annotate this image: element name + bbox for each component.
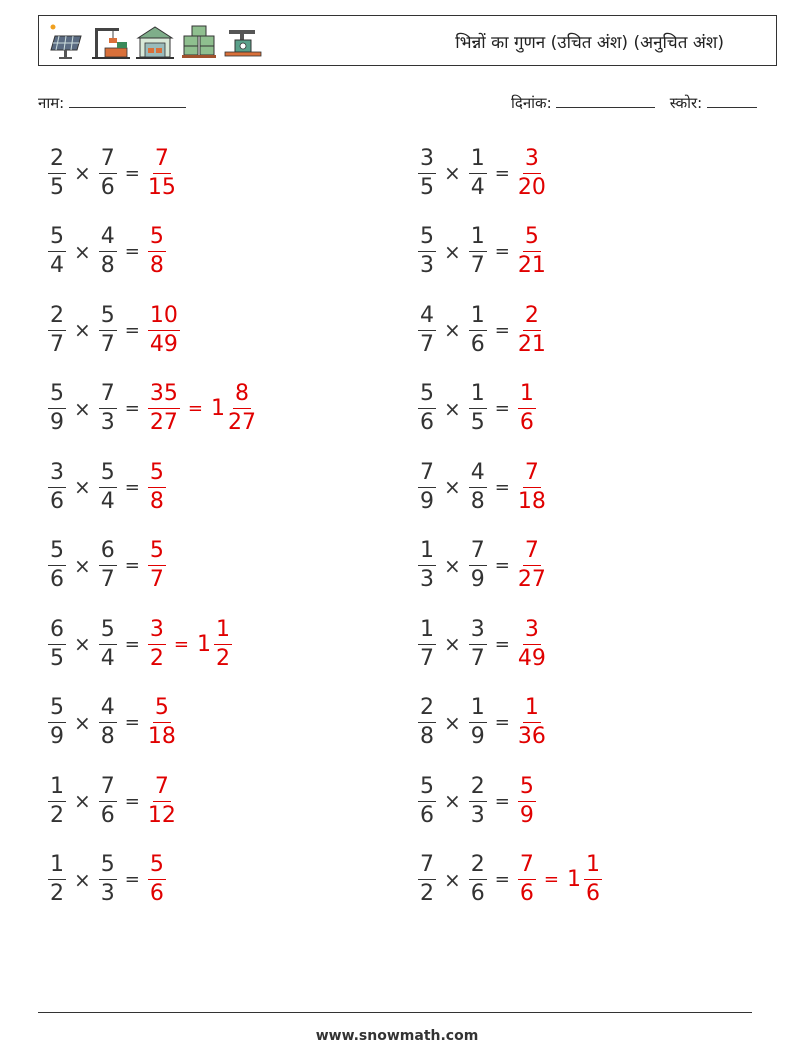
problem-item — [416, 223, 548, 281]
times-sign: × — [74, 239, 91, 264]
equals-sign: = — [124, 869, 140, 890]
factor-a-fraction-denominator: 3 — [420, 567, 434, 592]
factor-b-fraction-denominator: 6 — [100, 174, 115, 200]
factor-b-fraction-denominator: 6 — [470, 881, 485, 906]
factor-b-fraction — [99, 540, 117, 591]
answer-fraction-denominator: 36 — [517, 724, 546, 749]
problem-item — [416, 380, 538, 438]
footer-divider — [38, 1012, 752, 1013]
factor-a-fraction-denominator: 2 — [50, 802, 64, 828]
factor-a-fraction-denominator: 5 — [420, 174, 434, 200]
mixed-whole-number: 1 — [566, 867, 581, 892]
answer-fraction — [148, 697, 176, 748]
problem-item — [416, 694, 548, 752]
factor-a-fraction — [48, 226, 66, 277]
factor-a-fraction — [48, 773, 66, 828]
answer-fraction-denominator: 18 — [147, 724, 176, 749]
times-sign: × — [444, 396, 461, 421]
factor-b-fraction — [469, 540, 487, 591]
worksheet-title: भिन्नों का गुणन (उचित अंश) (अनुचित अंश) — [455, 33, 724, 53]
equals-sign: = — [124, 398, 140, 419]
answer-fraction-numerator: 5 — [148, 540, 166, 566]
factor-b-fraction-numerator: 5 — [99, 854, 117, 880]
factor-a-fraction-numerator: 4 — [418, 305, 436, 331]
times-sign: × — [444, 789, 461, 813]
factor-b-fraction — [469, 383, 487, 434]
factor-b-fraction-numerator: 2 — [469, 776, 487, 802]
factor-a-fraction-numerator: 1 — [418, 540, 436, 566]
times-sign: × — [74, 710, 91, 735]
answer-fraction — [517, 459, 546, 514]
problem-item — [416, 615, 548, 673]
factor-a-fraction-numerator: 7 — [418, 462, 436, 488]
mixed-fraction-numerator: 1 — [584, 854, 602, 880]
factor-a-fraction-denominator: 9 — [50, 410, 64, 435]
factor-b-fraction-numerator: 6 — [99, 540, 117, 566]
factor-b-fraction-denominator: 3 — [100, 881, 115, 906]
mixed-whole-number: 1 — [196, 631, 211, 657]
answer-fraction-numerator: 2 — [523, 305, 541, 331]
answer-fraction — [148, 226, 166, 277]
crane-icon — [91, 22, 131, 60]
equals-sign: = — [494, 633, 510, 655]
factor-b-fraction-denominator: 4 — [470, 174, 485, 200]
score-label: स्कोर: — [669, 94, 703, 112]
times-sign: × — [444, 239, 461, 264]
factor-b-fraction-denominator: 7 — [470, 253, 485, 278]
equals-sign: = — [124, 241, 140, 262]
factor-b-fraction-numerator: 5 — [99, 619, 117, 645]
worksheet-header — [38, 15, 777, 66]
problem-item — [46, 772, 178, 830]
solar-panel-icon — [47, 22, 87, 60]
mixed-fraction — [584, 854, 602, 905]
problem-item — [46, 537, 168, 595]
factor-a-fraction-numerator: 3 — [48, 462, 66, 488]
answer-fraction-numerator: 7 — [523, 540, 541, 566]
factor-b-fraction-denominator: 9 — [470, 567, 485, 592]
times-sign: × — [444, 475, 461, 499]
factor-b-fraction-numerator: 1 — [469, 697, 487, 723]
answer-fraction-numerator: 5 — [523, 226, 541, 252]
answer-fraction-denominator: 8 — [149, 253, 164, 278]
factor-a-fraction — [48, 854, 66, 905]
factor-b-fraction — [469, 302, 487, 357]
answer-fraction — [518, 854, 536, 905]
machine-icon — [223, 22, 263, 60]
factor-a-fraction-numerator: 7 — [418, 854, 436, 880]
factor-b-fraction-denominator: 8 — [100, 253, 115, 278]
factor-a-fraction-numerator: 5 — [418, 226, 436, 252]
factor-a-fraction-denominator: 2 — [420, 881, 434, 906]
factor-b-fraction-denominator: 8 — [470, 488, 485, 514]
equals-sign: = — [124, 476, 140, 498]
answer-fraction-numerator: 5 — [148, 462, 166, 488]
answer-fraction-numerator: 3 — [523, 619, 541, 645]
factor-a-fraction-numerator: 1 — [418, 619, 436, 645]
factor-a-fraction-numerator: 5 — [48, 383, 66, 409]
times-sign: × — [74, 789, 91, 813]
answer-fraction-numerator: 5 — [153, 697, 171, 723]
factor-a-fraction-denominator: 6 — [50, 488, 64, 514]
score-blank — [707, 93, 757, 108]
factor-a-fraction — [418, 697, 436, 748]
factor-a-fraction-numerator: 3 — [418, 148, 436, 174]
factor-b-fraction — [99, 459, 117, 514]
factor-b-fraction-denominator: 7 — [470, 645, 485, 671]
answer-fraction-numerator: 7 — [153, 776, 171, 802]
factor-b-fraction-denominator: 6 — [470, 331, 485, 357]
answer-fraction-denominator: 15 — [147, 174, 176, 200]
problem-item — [416, 301, 548, 359]
factor-a-fraction-numerator: 1 — [48, 776, 66, 802]
answer-fraction-denominator: 8 — [149, 488, 164, 514]
times-sign: × — [444, 710, 461, 735]
answer-fraction-numerator: 7 — [518, 854, 536, 880]
factor-a-fraction-denominator: 4 — [50, 253, 64, 278]
mixed-fraction-numerator: 8 — [233, 383, 251, 409]
equals-sign: = — [124, 162, 140, 184]
equals-sign: = — [494, 241, 510, 262]
equals-sign: = — [124, 555, 140, 576]
answer-fraction-denominator: 9 — [519, 802, 534, 828]
factor-a-fraction-denominator: 6 — [420, 802, 434, 828]
equals-sign: = — [494, 790, 510, 812]
factor-b-fraction-denominator: 3 — [470, 802, 485, 828]
factor-b-fraction-numerator: 7 — [99, 148, 117, 174]
equals-sign: = — [494, 869, 510, 890]
answer-fraction-denominator: 21 — [517, 253, 546, 278]
times-sign: × — [74, 632, 91, 656]
factor-b-fraction-numerator: 5 — [99, 462, 117, 488]
problem-item — [416, 458, 548, 516]
answer-fraction-denominator: 49 — [517, 645, 546, 671]
factor-a-fraction — [48, 383, 66, 434]
problem-item — [416, 772, 538, 830]
equals-sign: = — [494, 398, 510, 419]
problem-item — [46, 851, 168, 909]
answer-equals-sign: = — [543, 869, 559, 890]
factor-a-fraction — [418, 773, 436, 828]
answer-fraction-numerator: 7 — [153, 148, 171, 174]
problem-item — [416, 144, 548, 202]
answer-fraction-denominator: 21 — [517, 331, 546, 357]
factor-b-fraction — [99, 226, 117, 277]
factor-a-fraction — [418, 459, 436, 514]
factor-a-fraction-denominator: 5 — [50, 174, 64, 200]
answer-fraction-numerator: 7 — [523, 462, 541, 488]
factor-b-fraction-numerator: 1 — [469, 305, 487, 331]
answer-fraction-numerator: 5 — [148, 854, 166, 880]
factor-b-fraction-numerator: 4 — [469, 462, 487, 488]
factor-a-fraction — [418, 226, 436, 277]
factor-a-fraction-denominator: 7 — [420, 645, 434, 671]
factor-b-fraction-numerator: 1 — [469, 383, 487, 409]
answer-fraction-denominator: 7 — [149, 567, 164, 592]
factor-a-fraction — [418, 383, 436, 434]
answer-fraction-numerator: 35 — [148, 383, 180, 409]
factor-b-fraction — [469, 854, 487, 905]
answer-fraction — [148, 540, 166, 591]
factor-a-fraction-numerator: 2 — [48, 148, 66, 174]
answer-fraction — [147, 773, 176, 828]
name-field — [38, 93, 186, 113]
factor-b-fraction-denominator: 6 — [100, 802, 115, 828]
answer-fraction — [518, 540, 546, 591]
mixed-whole-number: 1 — [210, 396, 225, 421]
problem-item — [46, 694, 178, 752]
factor-b-fraction — [99, 302, 117, 357]
answer-fraction — [518, 697, 546, 748]
mixed-fraction — [214, 616, 232, 671]
factor-b-fraction — [469, 773, 487, 828]
answer-fraction — [518, 773, 536, 828]
date-blank — [556, 93, 655, 108]
equals-sign: = — [494, 712, 510, 733]
equals-sign: = — [124, 790, 140, 812]
times-sign: × — [74, 318, 91, 342]
name-blank — [69, 93, 186, 108]
answer-fraction-numerator: 1 — [523, 697, 541, 723]
times-sign: × — [444, 867, 461, 892]
mixed-fraction-denominator: 2 — [215, 645, 230, 671]
answer-fraction — [147, 145, 176, 200]
factor-b-fraction — [469, 459, 487, 514]
answer-fraction-numerator: 1 — [518, 383, 536, 409]
factor-a-fraction — [418, 540, 436, 591]
factor-b-fraction-denominator: 4 — [100, 488, 115, 514]
factor-a-fraction-denominator: 8 — [420, 724, 434, 749]
factor-b-fraction-numerator: 4 — [99, 226, 117, 252]
times-sign: × — [444, 318, 461, 342]
mixed-fraction-denominator: 6 — [585, 881, 600, 906]
factor-b-fraction-denominator: 7 — [100, 567, 115, 592]
problem-item — [416, 851, 604, 909]
answer-fraction-denominator: 6 — [519, 410, 534, 435]
answer-fraction-denominator: 6 — [149, 881, 164, 906]
factor-a-fraction — [418, 616, 436, 671]
factor-b-fraction — [469, 697, 487, 748]
mixed-fraction-denominator: 27 — [227, 410, 256, 435]
factor-b-fraction-denominator: 7 — [100, 331, 115, 357]
date-score-fields — [511, 93, 757, 113]
equals-sign: = — [494, 162, 510, 184]
factor-a-fraction-numerator: 6 — [48, 619, 66, 645]
mixed-fraction-numerator: 1 — [214, 619, 232, 645]
problem-item — [46, 144, 178, 202]
answer-fraction — [148, 854, 166, 905]
answer-fraction — [517, 616, 546, 671]
factor-b-fraction-numerator: 2 — [469, 854, 487, 880]
factor-a-fraction — [48, 616, 66, 671]
factor-b-fraction-denominator: 9 — [470, 724, 485, 749]
factor-a-fraction-denominator: 7 — [50, 331, 64, 357]
times-sign: × — [74, 475, 91, 499]
factor-b-fraction-numerator: 5 — [99, 305, 117, 331]
answer-fraction — [148, 302, 180, 357]
factor-b-fraction-numerator: 4 — [99, 697, 117, 723]
problem-item — [46, 223, 168, 281]
factor-b-fraction-numerator: 3 — [469, 619, 487, 645]
times-sign: × — [444, 632, 461, 656]
factor-b-fraction — [469, 226, 487, 277]
factor-b-fraction-denominator: 5 — [470, 410, 485, 435]
answer-equals-sign: = — [173, 633, 189, 655]
answer-fraction-numerator: 10 — [148, 305, 180, 331]
factor-a-fraction-numerator: 2 — [48, 305, 66, 331]
cargo-boxes-icon — [179, 22, 219, 60]
answer-fraction-numerator: 5 — [148, 226, 166, 252]
factor-a-fraction-denominator: 9 — [50, 724, 64, 749]
factor-a-fraction — [48, 145, 66, 200]
warehouse-icon — [135, 22, 175, 60]
factor-a-fraction-denominator: 7 — [420, 331, 434, 357]
footer-website: www.snowmath.com — [315, 1028, 479, 1044]
factor-b-fraction-denominator: 8 — [100, 724, 115, 749]
equals-sign: = — [124, 712, 140, 733]
factor-b-fraction — [99, 697, 117, 748]
answer-fraction-denominator: 27 — [517, 567, 546, 592]
times-sign: × — [444, 161, 461, 185]
factor-a-fraction-numerator: 5 — [48, 697, 66, 723]
equals-sign: = — [494, 476, 510, 498]
equals-sign: = — [494, 319, 510, 341]
answer-fraction — [517, 145, 546, 200]
answer-fraction — [518, 383, 536, 434]
factor-b-fraction — [99, 773, 117, 828]
factor-a-fraction-denominator: 3 — [420, 253, 434, 278]
factor-a-fraction-numerator: 5 — [48, 226, 66, 252]
factor-a-fraction-denominator: 6 — [420, 410, 434, 435]
answer-fraction-denominator: 49 — [149, 331, 178, 357]
times-sign: × — [74, 867, 91, 892]
factor-b-fraction-denominator: 4 — [100, 645, 115, 671]
factor-a-fraction-denominator: 9 — [420, 488, 434, 514]
times-sign: × — [74, 396, 91, 421]
factor-b-fraction — [469, 145, 487, 200]
factor-a-fraction-denominator: 2 — [50, 881, 64, 906]
factor-b-fraction — [469, 616, 487, 671]
factor-a-fraction — [418, 302, 436, 357]
answer-fraction-numerator: 3 — [148, 619, 166, 645]
factor-a-fraction-numerator: 1 — [48, 854, 66, 880]
factor-b-fraction-numerator: 1 — [469, 226, 487, 252]
answer-fraction-denominator: 18 — [517, 488, 546, 514]
equals-sign: = — [124, 633, 140, 655]
factor-a-fraction — [48, 459, 66, 514]
equals-sign: = — [124, 319, 140, 341]
factor-b-fraction — [99, 145, 117, 200]
answer-fraction-denominator: 2 — [149, 645, 164, 671]
answer-fraction-denominator: 6 — [519, 881, 534, 906]
factor-b-fraction-numerator: 7 — [99, 776, 117, 802]
factor-b-fraction-numerator: 7 — [99, 383, 117, 409]
problem-item — [46, 380, 258, 438]
date-label: दिनांक: — [511, 94, 552, 112]
factor-b-fraction-denominator: 3 — [100, 410, 115, 435]
answer-fraction-denominator: 27 — [149, 410, 178, 435]
problem-item — [46, 615, 234, 673]
answer-fraction — [518, 226, 546, 277]
answer-fraction — [148, 459, 166, 514]
problem-item — [46, 301, 182, 359]
factor-a-fraction-numerator: 5 — [418, 383, 436, 409]
problem-item — [416, 537, 548, 595]
factor-a-fraction — [48, 697, 66, 748]
answer-fraction-numerator: 5 — [518, 776, 536, 802]
answer-equals-sign: = — [187, 398, 203, 419]
times-sign: × — [444, 553, 461, 578]
answer-fraction-numerator: 3 — [523, 148, 541, 174]
answer-fraction-denominator: 12 — [147, 802, 176, 828]
mixed-fraction — [228, 383, 256, 434]
answer-fraction — [148, 616, 166, 671]
factor-a-fraction-numerator: 5 — [48, 540, 66, 566]
factor-a-fraction — [418, 145, 436, 200]
times-sign: × — [74, 161, 91, 185]
problem-item — [46, 458, 168, 516]
factor-a-fraction — [48, 540, 66, 591]
times-sign: × — [74, 553, 91, 578]
factor-b-fraction-numerator: 7 — [469, 540, 487, 566]
factor-b-fraction — [99, 383, 117, 434]
factor-a-fraction-numerator: 5 — [418, 776, 436, 802]
factor-a-fraction — [418, 854, 436, 905]
equals-sign: = — [494, 555, 510, 576]
factor-a-fraction-denominator: 5 — [50, 645, 64, 671]
factor-a-fraction — [48, 302, 66, 357]
factor-b-fraction-numerator: 1 — [469, 148, 487, 174]
factor-b-fraction — [99, 854, 117, 905]
answer-fraction — [517, 302, 546, 357]
header-icons — [47, 22, 263, 60]
name-label: नाम: — [38, 94, 65, 112]
answer-fraction-denominator: 20 — [517, 174, 546, 200]
answer-fraction — [148, 383, 180, 434]
factor-a-fraction-numerator: 2 — [418, 697, 436, 723]
factor-a-fraction-denominator: 6 — [50, 567, 64, 592]
factor-b-fraction — [99, 616, 117, 671]
